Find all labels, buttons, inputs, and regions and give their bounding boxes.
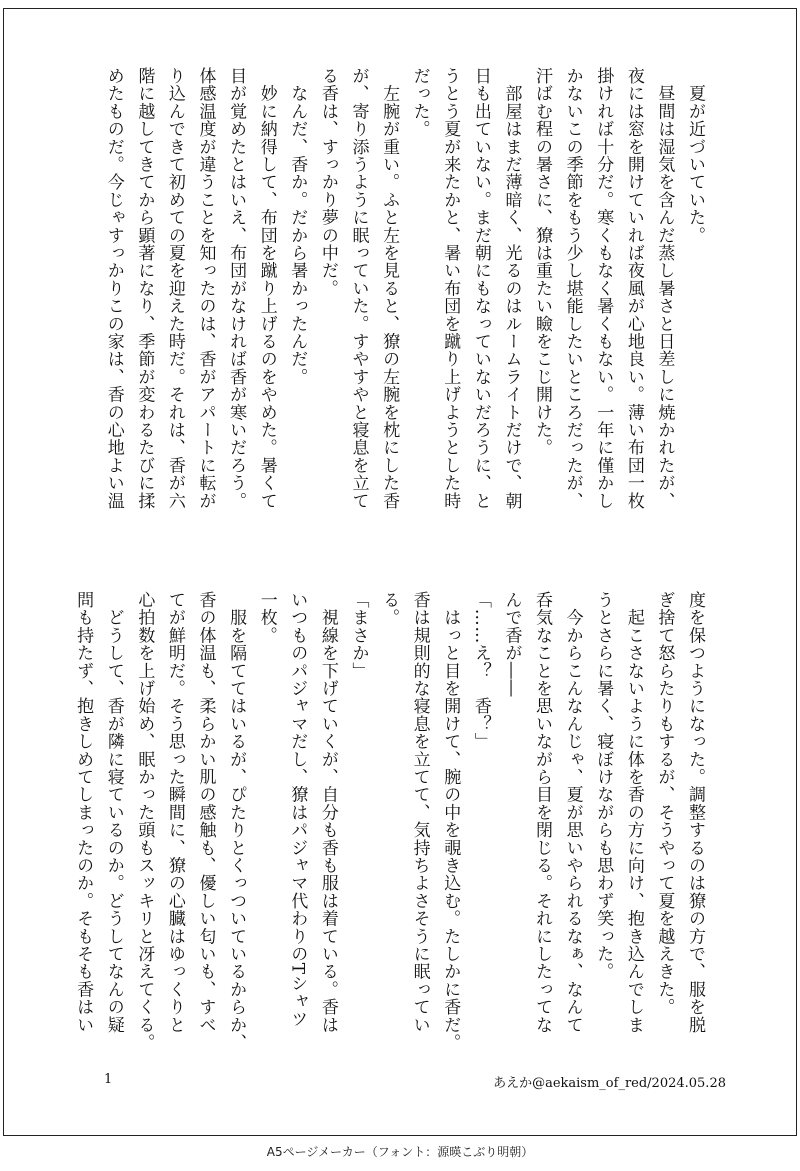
document-page	[3, 8, 797, 1136]
text-line: 階に越してきてから顕著になり、季節が変わるたびに揉	[134, 67, 155, 510]
text-line: ぎ捨て怒らたりもするが、そうやって夏を越えきた。	[654, 591, 675, 1016]
text-line: 部屋はまだ薄暗く、光るのはルームライトだけで、朝	[501, 67, 522, 510]
text-line: 目が覚めたとはいえ、布団がなければ香が寒いだろう。	[226, 67, 247, 510]
text-line: 問も持たず、抱きしめてしまったのか。そもそも香はい	[73, 591, 94, 1034]
text-line: なんだ、香か。だから暑かったんだ。	[287, 67, 308, 386]
text-line: 香は規則的な寝息を立てて、気持ちよさそうに眠ってい	[409, 591, 430, 1034]
text-line: 視線を下げていくが、自分も香も服は着ている。香は	[317, 591, 338, 1034]
lower-text-block	[73, 591, 710, 1052]
text-line: 体感温度が違うことを知ったのは、香がアパートに転が	[195, 67, 216, 510]
author-credit: あえか@aekaism_of_red/2024.05.28	[493, 1076, 726, 1091]
page-number: 1	[104, 1072, 113, 1087]
text-line: どうして、香が隣に寝ているのか。どうしてなんの疑	[103, 591, 124, 1034]
upper-text-block	[98, 67, 710, 557]
text-line: 今からこんなんじゃ、夏が思いやられるなぁ、なんて	[562, 591, 583, 1034]
text-line: る。	[379, 591, 400, 627]
text-line: うとう夏が来たかと、暑い布団を蹴り上げようとした時	[440, 67, 461, 510]
text-line: 一枚。	[256, 591, 277, 645]
text-line: 呑気なことを思いながら目を閉じる。それにしたってな	[532, 591, 553, 1034]
text-line: 汗ばむ程の暑さに、獠は重たい瞼をこじ開けた。	[532, 67, 553, 457]
page-maker-caption: A5ページメーカー（フォント：源暎こぶり明朝）	[266, 1145, 534, 1159]
text-line: 掛ければ十分だ。寒くもなく暑くもない。一年に僅かし	[593, 67, 614, 510]
text-line: 香の体温も、柔らかい肌の感触も、優しい匂いも、すべ	[195, 591, 216, 1034]
text-line: 左腕が重い。ふと左を見ると、獠の左腕を枕にした香	[379, 67, 400, 510]
text-line: かないこの季節をもう少し堪能したいところだったが、	[562, 67, 583, 510]
text-line: 「……え？ 香？」	[470, 591, 491, 751]
text-line: り込んできて初めての夏を迎えた時だ。それは、香が六	[164, 67, 185, 510]
text-line: だった。	[409, 67, 430, 138]
text-line: る香は、すっかり夢の中だ。	[317, 67, 338, 298]
text-line: 昼間は湿気を含んだ蒸し暑さと日差しに焼かれたが、	[654, 67, 675, 510]
text-line: てが鮮明だ。そう思った瞬間に、獠の心臓はゆっくりと	[164, 591, 185, 1034]
text-line: が、寄り添うように眠っていた。すやすやと寝息を立て	[348, 67, 369, 510]
text-line: 心拍数を上げ始め、眠かった頭もスッキリと冴えてくる。	[134, 591, 155, 1052]
text-line: 度を保つようになった。調整するのは獠の方で、服を脱	[685, 591, 705, 1034]
text-line: めたものだ。今じゃすっかりこの家は、香の心地よい温	[103, 67, 124, 510]
text-line: 起こさないように体を香の方に向け、抱き込んでしま	[623, 591, 644, 1034]
text-line: はっと目を開けて、腕の中を覗き込む。たしかに香だ。	[440, 591, 461, 1052]
text-line: 夜には窓を開けていれば夜風が心地良い。薄い布団一枚	[623, 67, 644, 510]
text-line: 妙に納得して、布団を蹴り上げるのをやめた。暑くて	[256, 67, 277, 510]
text-line: 「まさか」	[348, 591, 369, 680]
text-line: 服を隔ててはいるが、ぴたりとくっついているからか、	[226, 591, 247, 1052]
text-line: 夏が近づいていた。	[685, 67, 705, 244]
text-line: いつものパジャマだし、獠はパジャマ代わりのTシャツ	[287, 591, 308, 1028]
text-line: 日も出ていない。まだ朝にもなっていないだろうに、と	[470, 67, 491, 510]
text-line: うとさらに暑く、寝ぼけながらも思わず笑った。	[593, 591, 614, 981]
text-line: んで香が――	[501, 591, 522, 698]
